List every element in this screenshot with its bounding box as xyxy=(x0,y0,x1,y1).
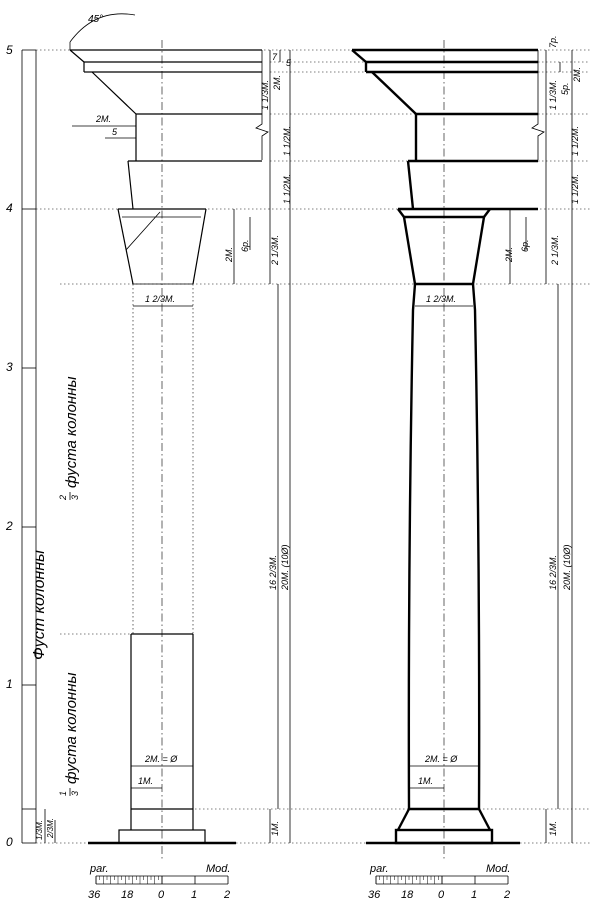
svg-text:2: 2 xyxy=(58,494,68,500)
svg-text:фуста колонны: фуста колонны xyxy=(63,672,80,784)
left-shaft-dims xyxy=(131,50,290,843)
svg-text:фуста колонны: фуста колонны xyxy=(63,376,80,488)
svg-text:18: 18 xyxy=(121,889,134,901)
scale-right-par: par. xyxy=(370,863,389,875)
dim-2m: 2М. xyxy=(272,74,282,90)
left-capital-dims xyxy=(224,209,280,284)
r-dim-1-1-2m-a: 1 1/2М. xyxy=(570,125,580,156)
r-dim-1-1-3m: 1 1/3М. xyxy=(548,79,558,110)
dim-5: 5 xyxy=(286,58,292,68)
r-base-diam-dim: 2М. = Ø xyxy=(425,754,458,764)
module-label-0: 0 xyxy=(6,835,13,849)
shaft-total-dim: 16 2/3М. xyxy=(268,554,278,590)
angle-45 xyxy=(70,14,135,50)
cap-dim-2-1-3m: 2 1/3М. xyxy=(270,234,280,265)
scale-bar-right xyxy=(368,863,510,901)
svg-text:2: 2 xyxy=(224,889,231,901)
svg-text:3: 3 xyxy=(70,790,80,796)
dim-1-1-3m: 1 1/3М. xyxy=(260,79,270,110)
r-cap-dim-6p: 6р. xyxy=(520,239,530,252)
module-label-1: 1 xyxy=(6,677,13,691)
r-dim-2m: 2М. xyxy=(572,66,582,82)
scale-left-ticks xyxy=(96,876,162,884)
base-dim-2-3: 2/3М. xyxy=(46,817,55,838)
base-diam-dim: 2М. = Ø xyxy=(145,754,178,764)
module-label-4: 4 xyxy=(6,201,13,215)
neck-dim: 1 2/3М. xyxy=(145,294,176,304)
r-shaft-total-dim: 16 2/3М. xyxy=(548,554,558,590)
left-column xyxy=(60,40,268,860)
r-dim-1-1-2m-b: 1 1/2М. xyxy=(570,173,580,204)
module-label-3: 3 xyxy=(6,360,13,374)
right-dims xyxy=(409,35,582,843)
dim-7: 7 xyxy=(272,52,278,62)
cap-dim-6p: 6р. xyxy=(240,239,250,252)
svg-text:1: 1 xyxy=(58,790,68,796)
level-lines xyxy=(36,50,590,843)
scale-right-ticks xyxy=(376,876,442,884)
r-cap-dim-2-1-3m: 2 1/3М. xyxy=(550,234,560,265)
base-module-dims xyxy=(35,809,55,843)
svg-text:36: 36 xyxy=(88,889,101,901)
r-dim-7p: 7р. xyxy=(548,35,558,48)
scale-right-mod: Mod. xyxy=(486,863,511,875)
svg-text:1: 1 xyxy=(191,889,198,901)
svg-text:0: 0 xyxy=(438,889,445,901)
angle-label: 45° xyxy=(88,14,104,25)
right-column xyxy=(352,40,544,860)
module-label-5: 5 xyxy=(6,43,13,57)
column-total-dim: 20М. (10Ø) xyxy=(280,544,290,590)
module-label-2: 2 xyxy=(6,519,13,533)
one-m-h-dim: 1М. xyxy=(138,776,154,786)
svg-text:3: 3 xyxy=(70,494,80,500)
dim-2m-left: 2М. xyxy=(96,114,112,124)
scale-left-par: par. xyxy=(90,863,109,875)
r-dim-5p: 5р. xyxy=(560,82,570,95)
svg-text:1: 1 xyxy=(471,889,478,901)
r-one-m-h-dim: 1М. xyxy=(418,776,434,786)
scale-bar-left xyxy=(88,863,230,901)
r-neck-dim: 1 2/3М. xyxy=(426,294,457,304)
dim-1-1-2m-b: 1 1/2М. xyxy=(282,173,292,204)
module-scale xyxy=(5,43,36,849)
dim-1-1-2m-a: 1 1/2М. xyxy=(282,125,292,156)
fust-label: Фуст колонны xyxy=(31,550,48,660)
two-thirds-label xyxy=(58,377,80,501)
scale-left-mod: Mod. xyxy=(206,863,231,875)
svg-text:36: 36 xyxy=(368,889,381,901)
cap-dim-2m: 2М. xyxy=(224,246,234,262)
r-cap-dim-2m: 2М. xyxy=(504,246,514,262)
svg-text:18: 18 xyxy=(401,889,414,901)
base-dim-1-3: 1/3М. xyxy=(35,819,44,840)
svg-text:2: 2 xyxy=(504,889,511,901)
left-cornice-dims xyxy=(72,50,292,209)
r-one-m-v-dim: 1М. xyxy=(548,820,558,836)
r-column-total-dim: 20М. (10Ø) xyxy=(562,544,572,590)
dim-5-left: 5 xyxy=(112,127,118,137)
svg-text:0: 0 xyxy=(158,889,165,901)
one-third-label xyxy=(58,673,80,796)
one-m-v-dim: 1М. xyxy=(270,820,280,836)
